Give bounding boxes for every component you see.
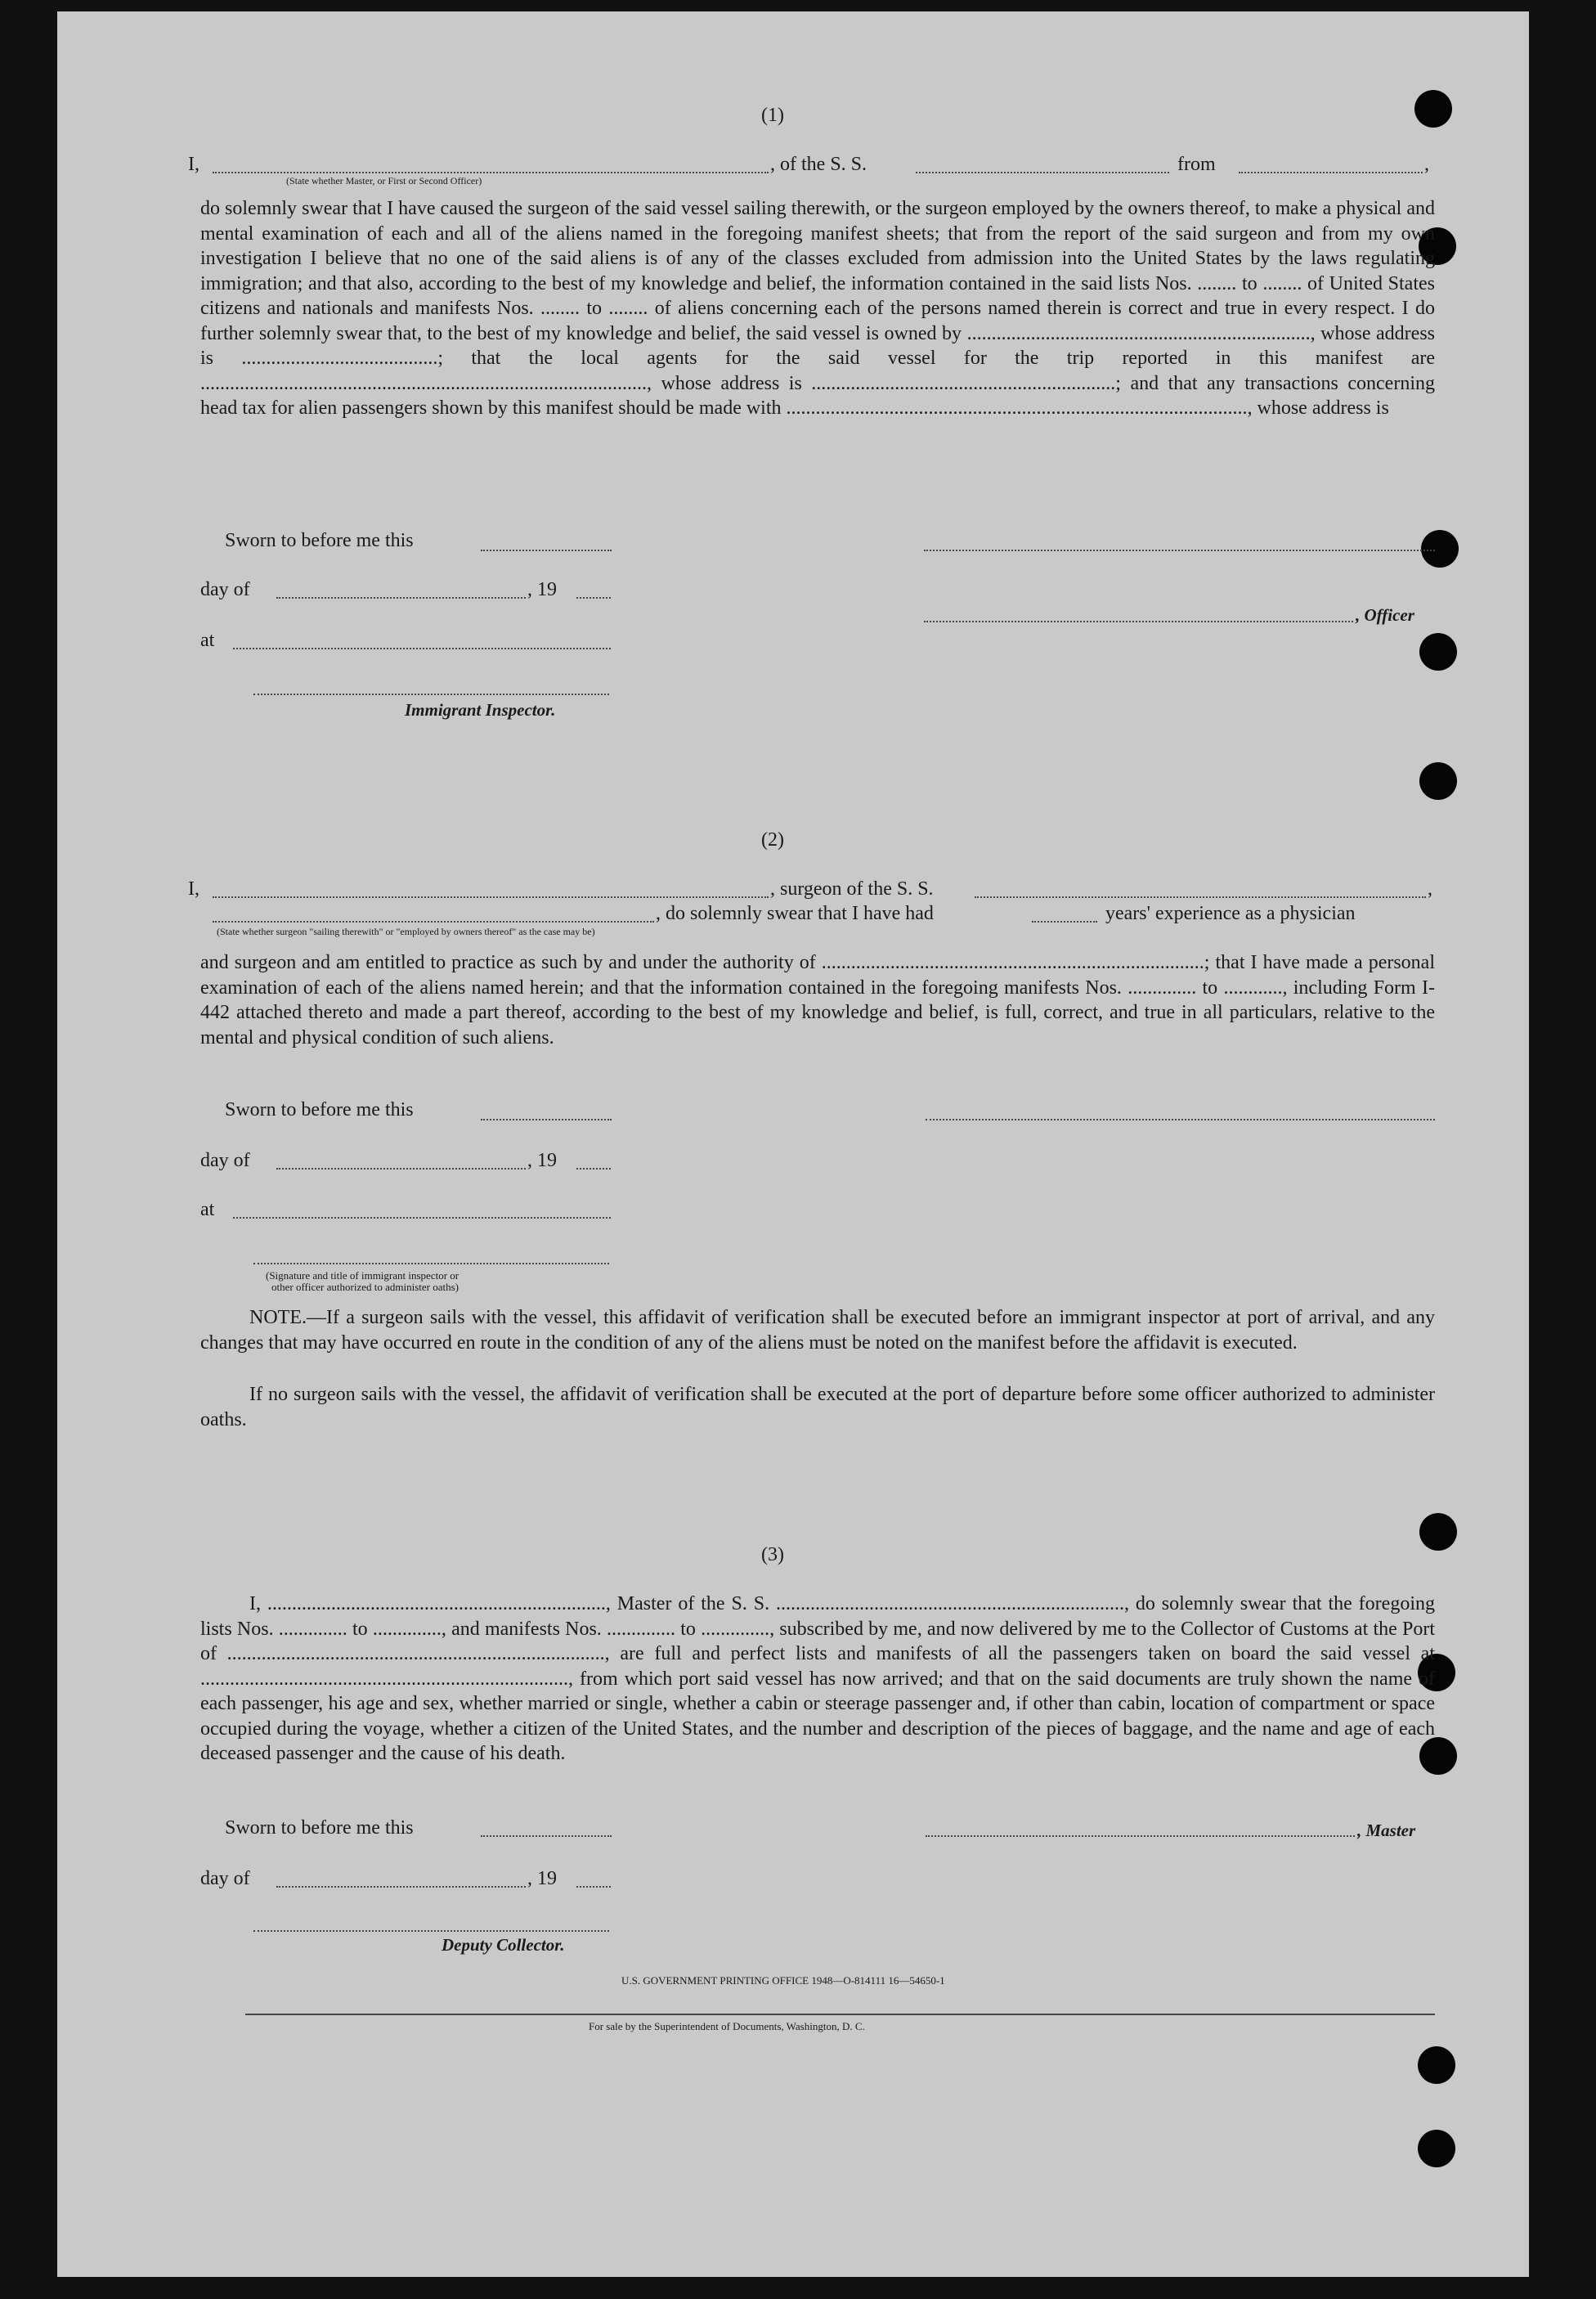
section-2-swear: , do solemnly swear that I have had [656, 903, 934, 924]
deputy-collector-signature-field [253, 1930, 609, 1932]
place-field [233, 648, 611, 649]
section-1-sworn: Sworn to before me this [225, 530, 414, 551]
section-3-body: I, ....................................................................., Master of the S. S. ......................................................................., do solemnly swear that the foregoing lists Nos. .............. to .............., and manifests Nos. .............. to .............., subscribed by me, and now delivered by me to the Collector of Customs at the Port of ............................................................................., are full and perfect lists and manifests of all the passengers taken on board the said vessel at ..........................................................................., from which port said vessel has now arrived; and that on the said documents are truly shown the name of each passenger, his age and sex, whether married or single, whether a cabin or steerage passenger and, if other than cabin, location of compartment or space occupied during the voyage, whether a citizen of the United States, and the number and description of the pieces of baggage, and the name and age of each deceased passenger and the cause of his death. [200, 1593, 1435, 1764]
binder-hole [1419, 1513, 1457, 1551]
section-2-sworn: Sworn to before me this [225, 1099, 414, 1120]
surgeon-signature-field [926, 1119, 1435, 1120]
section-3-number: (3) [761, 1544, 784, 1565]
section-2-at: at [200, 1199, 215, 1220]
section-2-number: (2) [761, 829, 784, 851]
section-2-i: I, [188, 878, 200, 900]
section-2-sig-caption-2: other officer authorized to administer oaths) [271, 1281, 459, 1293]
binder-hole [1421, 530, 1459, 568]
section-1-from: from [1177, 154, 1216, 175]
authorized-officer-signature-field [253, 1263, 609, 1264]
section-2-caption: (State whether surgeon "sailing therewith" or "employed by owners thereof" as the case may be) [217, 926, 595, 937]
officer-label: , Officer [1356, 605, 1414, 625]
section-2-note: NOTE.—If a surgeon sails with the vessel, this affidavit of verification shall be executed before an immigrant inspector at port of arrival, and any changes that may have occurred en route in the condition of any of the aliens must be noted on the manifest before the affidavit is executed. [200, 1307, 1435, 1354]
year-field [576, 1886, 611, 1888]
surgeon-vessel-field [975, 896, 1426, 898]
section-1-number: (1) [761, 105, 784, 126]
section-2-body: and surgeon and am entitled to practice as such by and under the authority of ..............................................................................; that I have made a personal examination of each of the aliens named herein; and that the information contained in the foregoing manifests Nos. .............. to ............, including Form I-442 attached thereto and made a part thereof, according to the best of my knowledge and belief, is full, correct, and true in all particulars, relative to the mental and physical condition of such aliens. [200, 952, 1435, 1048]
sworn-day-field [481, 550, 612, 551]
document-page [57, 11, 1529, 2277]
year-field [576, 1168, 611, 1170]
section-3-year: , 19 [527, 1868, 557, 1889]
section-2-surgeon: , surgeon of the S. S. [770, 878, 934, 900]
years-field [1032, 921, 1097, 923]
section-1-of-ss: , of the S. S. [770, 154, 867, 175]
section-2-day-of: day of [200, 1150, 250, 1171]
comma: , [1424, 154, 1429, 175]
section-2-note-2: If no surgeon sails with the vessel, the affidavit of verification shall be executed at the port of departure before some officer authorized to administer oaths. [200, 1384, 1435, 1430]
printing-office-line: U.S. GOVERNMENT PRINTING OFFICE 1948—O-814111 16—54650-1 [621, 1974, 945, 1987]
binder-hole [1414, 90, 1452, 128]
vessel-name-field [916, 172, 1169, 173]
section-1-i: I, [188, 154, 200, 175]
origin-field [1239, 172, 1423, 173]
section-1-at: at [200, 630, 215, 651]
section-2-sig-caption-1: (Signature and title of immigrant inspector or [266, 1269, 460, 1282]
binder-hole [1418, 2130, 1455, 2167]
section-1-body: do solemnly swear that I have caused the surgeon of the said vessel sailing therewith, or the surgeon employed by the owners thereof, to make a physical and mental examination of each and all of the aliens named in the foregoing manifest sheets; that from the report of the said surgeon and from my own investigation I believe that no one of the said aliens is of any of the classes excluded from admission into the United States by the laws regulating immigration; and that also, according to the best of my knowledge and belief, the information contained in the said lists Nos. ........ to ........ of United States citizens and nationals and manifests Nos. ........ to ........ of aliens concerning each of the persons named therein is correct and true in every respect. I do further solemnly swear that, to the best of my knowledge and belief, the said vessel is owned by ......................................................................, whose address is ........................................; that the local agents for the said vessel for the trip reported in this manifest are ..........................................................................................., whose address is ..............................................................; and that any transactions concerning head tax for alien passengers shown by this manifest should be made with .............................................................................................., whose address is [200, 198, 1435, 419]
binder-hole [1419, 762, 1457, 800]
inspector-signature-field [253, 694, 609, 695]
section-3-day-of: day of [200, 1868, 250, 1889]
section-1-caption: (State whether Master, or First or Second Officer) [286, 175, 482, 186]
immigrant-inspector-label: Immigrant Inspector. [405, 700, 556, 720]
binder-hole [1419, 633, 1457, 671]
officer-signature-field [924, 550, 1435, 551]
surgeon-name-field [213, 896, 769, 898]
binder-hole [1418, 2046, 1455, 2084]
place-field [233, 1217, 611, 1219]
officer-line [924, 621, 1353, 622]
footer-rule [245, 2014, 1435, 2015]
section-2-year: , 19 [527, 1150, 557, 1171]
section-1-day-of: day of [200, 579, 250, 600]
officer-name-field [213, 172, 769, 173]
master-signature-field [926, 1835, 1355, 1837]
year-field [576, 597, 611, 599]
comma: , [1428, 878, 1432, 900]
month-field [276, 597, 526, 599]
month-field [276, 1886, 526, 1888]
surgeon-status-field [213, 921, 654, 923]
master-label: , Master [1357, 1821, 1416, 1840]
sale-notice: For sale by the Superintendent of Documents, Washington, D. C. [589, 2020, 865, 2032]
section-1-year: , 19 [527, 579, 557, 600]
section-3-sworn: Sworn to before me this [225, 1817, 414, 1839]
section-2-years: years' experience as a physician [1105, 903, 1356, 924]
month-field [276, 1168, 526, 1170]
sworn-day-field [481, 1835, 612, 1837]
deputy-collector-label: Deputy Collector. [442, 1935, 565, 1955]
sworn-day-field [481, 1119, 612, 1120]
